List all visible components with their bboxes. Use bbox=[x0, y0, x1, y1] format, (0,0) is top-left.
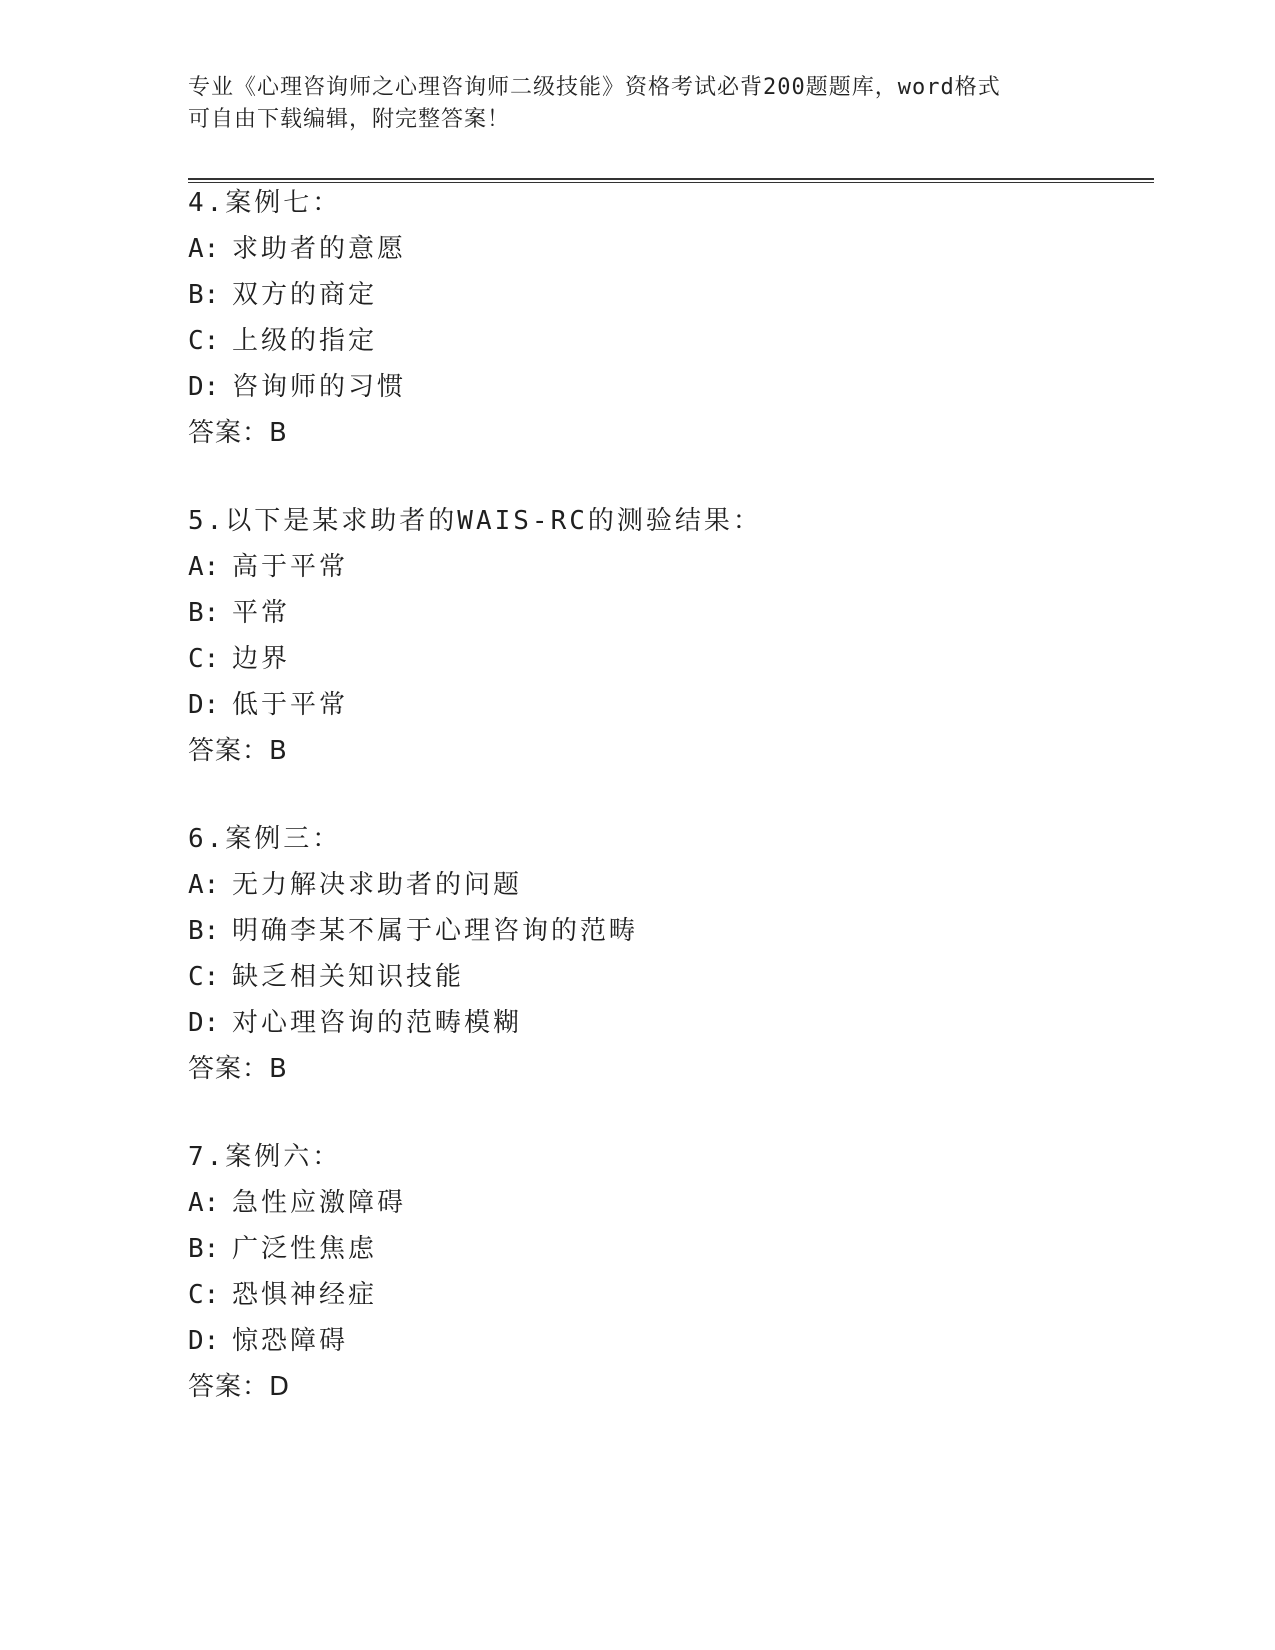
option-d bbox=[188, 1318, 1088, 1364]
option-d bbox=[188, 1000, 1088, 1046]
option-letter: C: bbox=[188, 644, 220, 674]
option-a bbox=[188, 544, 1088, 590]
option-d bbox=[188, 682, 1088, 728]
option-text: 双方的商定 bbox=[232, 280, 378, 310]
option-text: 低于平常 bbox=[232, 690, 349, 720]
option-text: 缺乏相关知识技能 bbox=[232, 962, 465, 992]
answer-line: 答案：B bbox=[188, 1054, 288, 1084]
answer-line: 答案：B bbox=[188, 736, 288, 766]
option-letter: B: bbox=[188, 280, 220, 310]
question-block bbox=[188, 816, 1088, 1092]
option-letter: B: bbox=[188, 1234, 220, 1264]
option-d bbox=[188, 364, 1088, 410]
option-b bbox=[188, 590, 1088, 636]
header-line-2: 可自由下载编辑，附完整答案！ bbox=[188, 107, 511, 132]
answer-line: 答案：D bbox=[188, 1372, 291, 1402]
question-title: 6.案例三： bbox=[188, 824, 342, 854]
option-text: 恐惧神经症 bbox=[232, 1280, 378, 1310]
question-block bbox=[188, 498, 1088, 774]
option-letter: A: bbox=[188, 870, 220, 900]
question-block bbox=[188, 180, 1088, 456]
option-text: 边界 bbox=[232, 644, 291, 674]
option-a bbox=[188, 226, 1088, 272]
option-c bbox=[188, 954, 1088, 1000]
option-text: 惊恐障碍 bbox=[232, 1326, 349, 1356]
question-block bbox=[188, 1134, 1088, 1410]
option-letter: C: bbox=[188, 1280, 220, 1310]
option-letter: D: bbox=[188, 1326, 220, 1356]
option-text: 高于平常 bbox=[232, 552, 349, 582]
option-letter: C: bbox=[188, 962, 220, 992]
option-text: 明确李某不属于心理咨询的范畴 bbox=[232, 916, 639, 946]
option-text: 无力解决求助者的问题 bbox=[232, 870, 523, 900]
option-b bbox=[188, 908, 1088, 954]
question-title: 7.案例六： bbox=[188, 1142, 342, 1172]
option-b bbox=[188, 1226, 1088, 1272]
question-title: 5.以下是某求助者的WAIS-RC的测验结果： bbox=[188, 506, 762, 536]
document-header bbox=[188, 72, 1088, 136]
option-letter: C: bbox=[188, 326, 220, 356]
option-text: 平常 bbox=[232, 598, 291, 628]
option-letter: D: bbox=[188, 372, 220, 402]
answer-line: 答案：B bbox=[188, 418, 288, 448]
option-letter: D: bbox=[188, 690, 220, 720]
option-a bbox=[188, 1180, 1088, 1226]
option-text: 咨询师的习惯 bbox=[232, 372, 407, 402]
header-line-1: 专业《心理咨询师之心理咨询师二级技能》资格考试必背200题题库，word格式 bbox=[188, 75, 1001, 100]
option-a bbox=[188, 862, 1088, 908]
option-letter: A: bbox=[188, 234, 220, 264]
option-c bbox=[188, 1272, 1088, 1318]
option-letter: B: bbox=[188, 916, 220, 946]
option-text: 上级的指定 bbox=[232, 326, 378, 356]
option-text: 对心理咨询的范畴模糊 bbox=[232, 1008, 523, 1038]
question-title: 4.案例七： bbox=[188, 188, 342, 218]
option-b bbox=[188, 272, 1088, 318]
option-letter: A: bbox=[188, 552, 220, 582]
option-letter: B: bbox=[188, 598, 220, 628]
option-c bbox=[188, 318, 1088, 364]
option-text: 急性应激障碍 bbox=[232, 1188, 407, 1218]
option-text: 求助者的意愿 bbox=[232, 234, 407, 264]
option-letter: D: bbox=[188, 1008, 220, 1038]
option-letter: A: bbox=[188, 1188, 220, 1218]
option-c bbox=[188, 636, 1088, 682]
option-text: 广泛性焦虑 bbox=[232, 1234, 378, 1264]
